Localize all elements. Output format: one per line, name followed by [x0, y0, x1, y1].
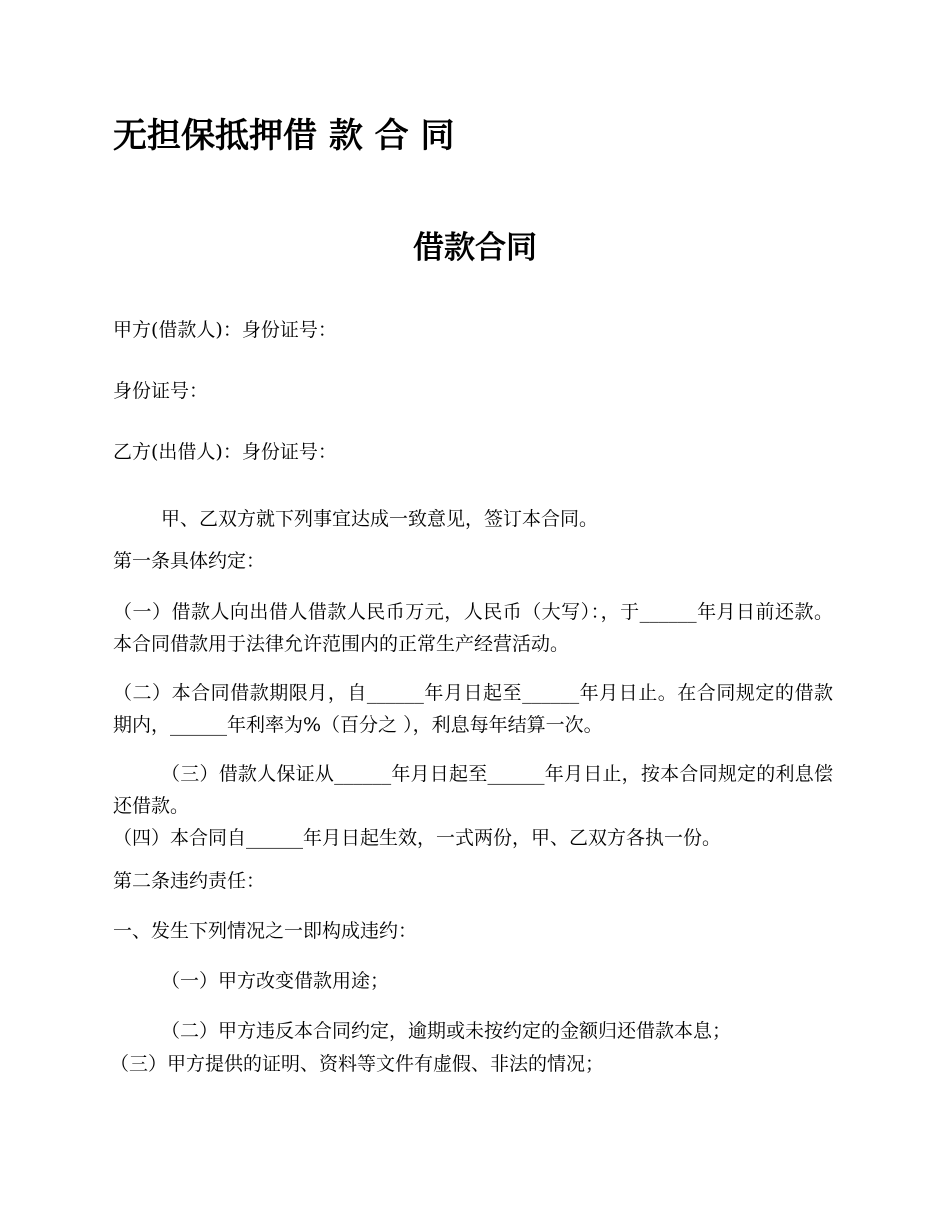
id-number-line: 身份证号：	[113, 380, 209, 402]
intro-paragraph: 甲、乙双方就下列事宜达成一致意见，签订本合同。	[161, 508, 599, 530]
clause-3: （三）借款人保证从______年月日起至______年月日止，按本合同规定的利息偿还借款。	[113, 763, 833, 817]
breach-item-1: （一）甲方改变借款用途；	[161, 970, 390, 992]
document-title: 无担保抵押借 款 合 同	[113, 116, 455, 156]
party-b-line: 乙方(出借人)：身份证号：	[113, 441, 337, 463]
clause-4: （四）本合同自______年月日起生效，一式两份，甲、乙双方各执一份。	[113, 827, 722, 849]
contract-heading: 借款合同	[413, 230, 537, 266]
article-1-title: 第一条具体约定：	[113, 550, 266, 572]
breach-intro: 一、发生下列情况之一即构成违约：	[113, 920, 418, 942]
clause-1: （一）借款人向出借人借款人民币万元，人民币（大写）：，于______年月日前还款。本合同借款用于法律允许范围内的正常生产经营活动。	[113, 601, 833, 655]
breach-item-3: （三）甲方提供的证明、资料等文件有虚假、非法的情况；	[110, 1053, 605, 1075]
clause-2: （二）本合同借款期限月，自______年月日起至______年月日止。在合同规定的借款期内，______年利率为%（百分之 ），利息每年结算一次。	[113, 682, 833, 736]
party-a-line: 甲方(借款人)：身份证号：	[113, 319, 337, 341]
breach-item-2: （二）甲方违反本合同约定，逾期或未按约定的金额归还借款本息；	[161, 1020, 732, 1042]
article-2-title: 第二条违约责任：	[113, 870, 266, 892]
